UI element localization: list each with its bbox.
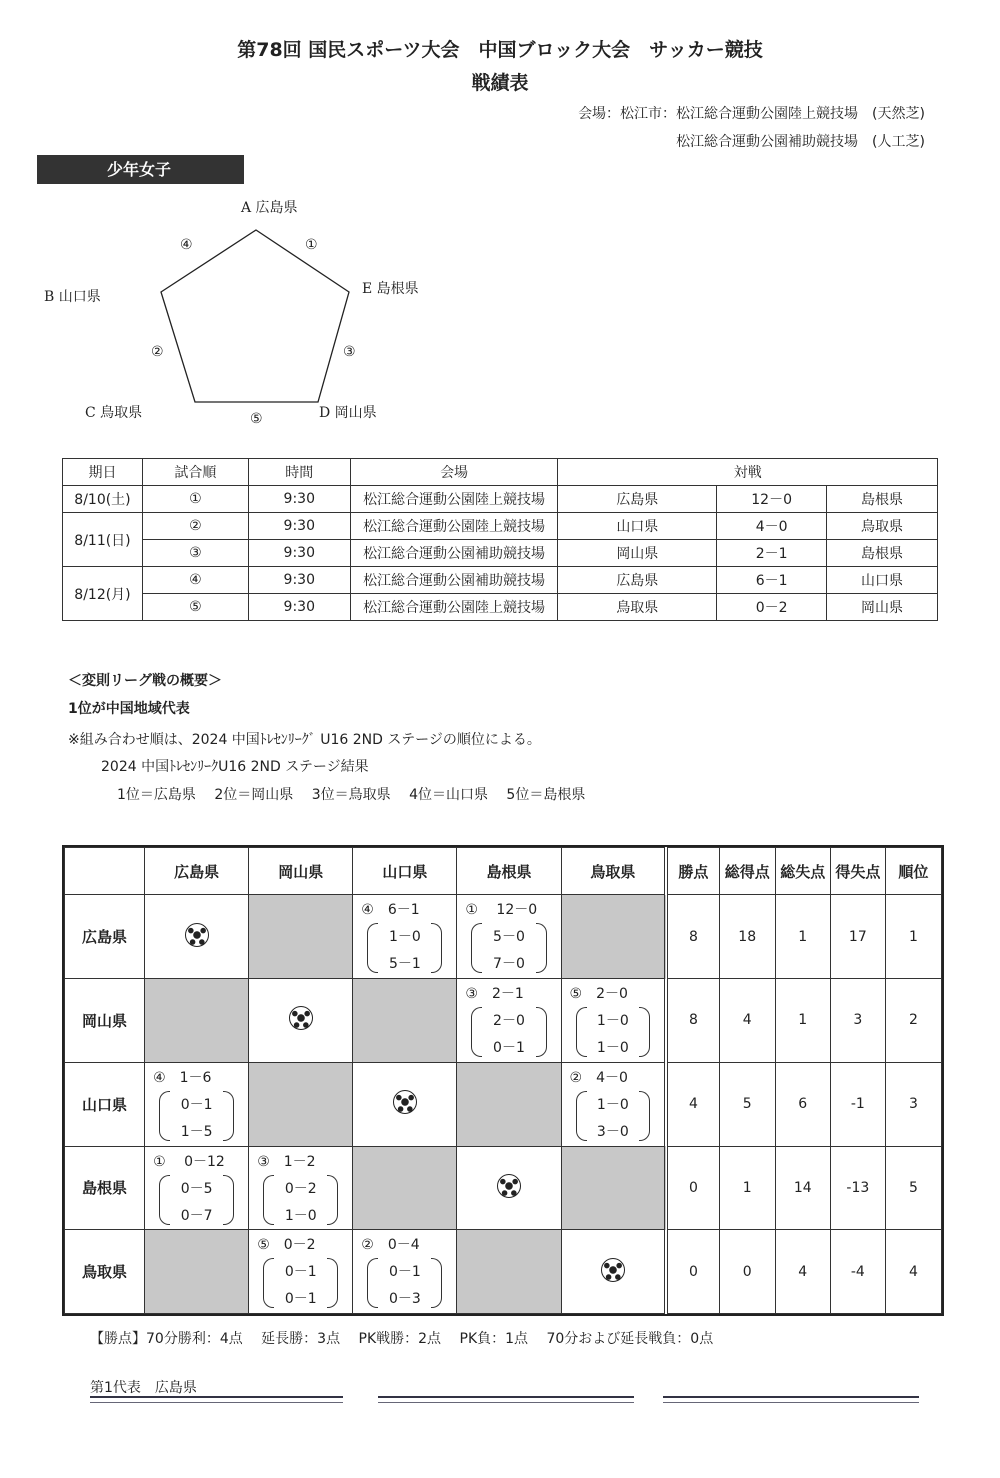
results-col-team: 島根県: [457, 848, 561, 895]
match-total-score: ⑤ 0－2: [257, 1237, 316, 1254]
match-result: [562, 979, 665, 1062]
second-half-score: 1－0: [284, 1207, 317, 1224]
results-stat-cell: 4: [719, 979, 775, 1063]
results-empty-cell: [249, 895, 353, 979]
results-stat-cell: 1: [775, 979, 830, 1063]
cell-time: 9:30: [248, 486, 350, 513]
match-result: [249, 1147, 352, 1230]
results-match-cell: [145, 1062, 249, 1146]
results-stat-cell: -1: [830, 1062, 885, 1146]
results-stat-header: 総得点: [719, 848, 775, 895]
first-half-score: 0－1: [388, 1264, 421, 1281]
schedule-header-row: [63, 459, 938, 486]
right-paren: [639, 1007, 650, 1057]
results-stat-cell: 4: [666, 1062, 719, 1146]
signature-line-1: [90, 1396, 343, 1403]
cell-score: 2－1: [717, 540, 827, 567]
cell-order: ②: [142, 513, 248, 540]
table-row: [65, 1146, 942, 1230]
right-paren: [223, 1175, 234, 1225]
notes-heading: ＜変則リーグ戦の概要＞: [68, 673, 222, 689]
edge-label-2: ②: [151, 344, 164, 360]
signature-line-3: [663, 1396, 919, 1403]
match-total-score: ④ 1－6: [153, 1069, 212, 1086]
venue-line-2: 松江総合運動公園補助競技場 (人工芝): [676, 134, 925, 150]
match-total-score: ⑤ 2－0: [569, 986, 628, 1003]
results-row-team: 岡山県: [65, 979, 145, 1063]
results-stat-cell: 1: [885, 895, 941, 979]
right-paren: [639, 1091, 650, 1141]
results-header-row: [65, 848, 942, 895]
cell-order: ⑤: [142, 594, 248, 621]
second-half-score: 0－1: [493, 1040, 525, 1057]
results-col-team: 山口県: [353, 848, 457, 895]
results-stat-cell: 8: [666, 895, 719, 979]
page-subtitle: 戦績表: [471, 72, 529, 94]
header-order: 試合順: [142, 459, 248, 486]
cell-home: 広島県: [558, 567, 717, 594]
match-total-score: ④ 6－1: [361, 902, 420, 919]
cell-score: 12－0: [717, 486, 827, 513]
cell-date: 8/12(月): [63, 567, 143, 621]
cell-venue: 松江総合運動公園陸上競技場: [350, 594, 558, 621]
results-empty-cell: [249, 1062, 353, 1146]
results-table-frame: [62, 845, 944, 1316]
venue-line-1: 会場：松江市：松江総合運動公園陸上競技場 (天然芝): [578, 106, 925, 122]
points-rule: 【勝点】70分勝利：4点 延長勝：3点 PK戦勝：2点 PK負：1点 70分および延長戦負：0点: [90, 1331, 714, 1347]
results-col-team: 広島県: [145, 848, 249, 895]
table-row: [65, 1062, 942, 1146]
cell-venue: 松江総合運動公園補助競技場: [350, 567, 558, 594]
results-stat-cell: 2: [885, 979, 941, 1063]
first-half-score: 0－5: [180, 1180, 213, 1197]
right-paren: [536, 923, 547, 973]
representative: 第1代表 広島県: [90, 1380, 197, 1396]
cell-home: 岡山県: [558, 540, 717, 567]
table-row: [65, 1230, 942, 1314]
header-time: 時間: [248, 459, 350, 486]
cell-date: 8/10(土): [63, 486, 143, 513]
results-col-team: 岡山県: [249, 848, 353, 895]
first-half-score: 1－0: [596, 1096, 629, 1113]
table-row: [63, 567, 938, 594]
soccer-ball-icon: [289, 1006, 313, 1030]
soccer-ball-icon: [601, 1258, 625, 1282]
results-stat-cell: 18: [719, 895, 775, 979]
match-result: [562, 1063, 665, 1146]
results-stat-cell: 14: [775, 1146, 830, 1230]
match-total-score: ③ 2－1: [465, 986, 524, 1003]
schedule-table: [62, 458, 938, 621]
results-stat-cell: 5: [885, 1146, 941, 1230]
results-stat-header: 勝点: [666, 848, 719, 895]
results-stat-cell: 0: [666, 1146, 719, 1230]
match-total-score: ③ 1－2: [257, 1153, 316, 1170]
results-self-cell: [457, 1146, 561, 1230]
soccer-ball-icon: [185, 923, 209, 947]
results-match-cell: [457, 979, 561, 1063]
header-venue: 会場: [350, 459, 558, 486]
results-match-cell: [249, 1230, 353, 1314]
table-row: [63, 486, 938, 513]
cell-away: 山口県: [827, 567, 938, 594]
match-total-score: ② 0－4: [361, 1237, 420, 1254]
right-paren: [327, 1258, 338, 1308]
cell-time: 9:30: [248, 567, 350, 594]
results-empty-cell: [457, 1062, 561, 1146]
cell-time: 9:30: [248, 594, 350, 621]
cell-away: 鳥取県: [827, 513, 938, 540]
table-row: [63, 540, 938, 567]
table-row: [65, 979, 942, 1063]
first-half-score: 5－0: [493, 929, 525, 946]
second-half-score: 3－0: [596, 1123, 629, 1140]
second-half-score: 0－1: [284, 1291, 317, 1308]
results-match-cell: [353, 1230, 457, 1314]
edge-label-5: ⑤: [250, 411, 263, 427]
results-self-cell: [249, 979, 353, 1063]
category-label: 少年女子: [37, 155, 244, 184]
vertex-label-b: B 山口県: [44, 289, 101, 305]
cell-venue: 松江総合運動公園陸上競技場: [350, 486, 558, 513]
cell-away: 島根県: [827, 540, 938, 567]
results-stat-cell: 8: [666, 979, 719, 1063]
cell-date: 8/11(日): [63, 513, 143, 567]
vertex-label-e: E 島根県: [362, 281, 419, 297]
soccer-ball-icon: [393, 1090, 417, 1114]
results-stat-header: 順位: [885, 848, 941, 895]
results-empty-cell: [145, 979, 249, 1063]
second-half-score: 7－0: [493, 956, 525, 973]
right-paren: [327, 1175, 338, 1225]
match-result: [457, 979, 560, 1062]
first-half-score: 0－1: [284, 1264, 317, 1281]
cell-order: ③: [142, 540, 248, 567]
second-half-score: 5－1: [388, 956, 421, 973]
results-table: [64, 847, 942, 1314]
match-total-score: ① 12－0: [465, 902, 538, 919]
cell-venue: 松江総合運動公園陸上競技場: [350, 513, 558, 540]
match-total-score: ① 0－12: [153, 1153, 225, 1170]
results-stat-cell: 1: [719, 1146, 775, 1230]
first-half-score: 1－0: [388, 929, 421, 946]
second-half-score: 1－0: [596, 1040, 629, 1057]
results-row-team: 山口県: [65, 1062, 145, 1146]
results-empty-cell: [457, 1230, 561, 1314]
edge-label-1: ①: [305, 237, 318, 253]
results-stat-cell: 0: [666, 1230, 719, 1314]
cell-home: 鳥取県: [558, 594, 717, 621]
match-result: [249, 1230, 352, 1313]
first-half-score: 0－2: [284, 1180, 317, 1197]
cell-venue: 松江総合運動公園補助競技場: [350, 540, 558, 567]
edge-label-3: ③: [343, 344, 356, 360]
notes-order-note: ※組み合わせ順は、2024 中国ﾄﾚｾﾝﾘｰｸﾞ U16 2ND ステージの順位による。: [68, 732, 541, 748]
cell-home: 山口県: [558, 513, 717, 540]
cell-order: ①: [142, 486, 248, 513]
cell-score: 6－1: [717, 567, 827, 594]
results-stat-cell: 4: [775, 1230, 830, 1314]
results-self-cell: [353, 1062, 457, 1146]
cell-away: 岡山県: [827, 594, 938, 621]
results-empty-cell: [145, 1230, 249, 1314]
table-row: [63, 594, 938, 621]
pentagon-diagram: [0, 190, 460, 435]
cell-home: 広島県: [558, 486, 717, 513]
results-stat-cell: 4: [885, 1230, 941, 1314]
results-match-cell: [249, 1146, 353, 1230]
cell-time: 9:30: [248, 513, 350, 540]
page-title: 第78回 国民スポーツ大会 中国ブロック大会 サッカー競技: [237, 39, 763, 61]
results-stat-header: 得失点: [830, 848, 885, 895]
match-result: [353, 895, 456, 978]
results-empty-cell: [561, 1146, 666, 1230]
results-empty-cell: [353, 1146, 457, 1230]
match-result: [145, 1147, 248, 1230]
second-half-score: 0－7: [180, 1207, 213, 1224]
cell-away: 島根県: [827, 486, 938, 513]
right-paren: [223, 1091, 234, 1141]
results-stat-cell: 1: [775, 895, 830, 979]
results-stat-cell: 17: [830, 895, 885, 979]
header-date: 期日: [63, 459, 143, 486]
match-result: [457, 895, 560, 978]
results-row-team: 広島県: [65, 895, 145, 979]
results-empty-cell: [353, 979, 457, 1063]
results-row-team: 島根県: [65, 1146, 145, 1230]
right-paren: [431, 923, 442, 973]
vertex-label-c: C 鳥取県: [85, 405, 143, 421]
cell-order: ④: [142, 567, 248, 594]
table-row: [65, 895, 942, 979]
results-stat-header: 総失点: [775, 848, 830, 895]
cell-score: 4－0: [717, 513, 827, 540]
right-paren: [431, 1258, 442, 1308]
results-row-team: 鳥取県: [65, 1230, 145, 1314]
results-empty-cell: [561, 895, 666, 979]
soccer-ball-icon: [497, 1174, 521, 1198]
match-total-score: ② 4－0: [569, 1069, 628, 1086]
signature-line-2: [378, 1396, 634, 1403]
results-stat-cell: 3: [885, 1062, 941, 1146]
results-stat-cell: -4: [830, 1230, 885, 1314]
first-half-score: 1－0: [596, 1013, 629, 1030]
second-half-score: 0－3: [388, 1291, 421, 1308]
results-stat-cell: 5: [719, 1062, 775, 1146]
results-stat-cell: 6: [775, 1062, 830, 1146]
results-stat-cell: -13: [830, 1146, 885, 1230]
vertex-label-d: D 岡山県: [319, 405, 377, 421]
results-self-cell: [561, 1230, 666, 1314]
edge-label-4: ④: [180, 237, 193, 253]
notes-stage-result: 2024 中国ﾄﾚｾﾝﾘｰｸU16 2ND ステージ結果: [101, 759, 369, 775]
right-paren: [536, 1007, 547, 1057]
notes-ranking: 1位＝広島県 2位＝岡山県 3位＝鳥取県 4位＝山口県 5位＝島根県: [117, 787, 586, 803]
cell-score: 0－2: [717, 594, 827, 621]
header-match: 対戦: [558, 459, 938, 486]
match-result: [145, 1063, 248, 1146]
results-match-cell: [457, 895, 561, 979]
results-stat-cell: 0: [719, 1230, 775, 1314]
results-corner-cell: [65, 848, 145, 895]
first-half-score: 0－1: [180, 1096, 213, 1113]
results-match-cell: [353, 895, 457, 979]
second-half-score: 1－5: [180, 1123, 213, 1140]
results-self-cell: [145, 895, 249, 979]
results-match-cell: [561, 1062, 666, 1146]
first-half-score: 2－0: [493, 1013, 525, 1030]
table-row: [63, 513, 938, 540]
match-result: [353, 1230, 456, 1313]
vertex-label-a: A 広島県: [241, 200, 298, 216]
results-col-team: 鳥取県: [561, 848, 666, 895]
results-match-cell: [561, 979, 666, 1063]
cell-time: 9:30: [248, 540, 350, 567]
notes-rule: 1位が中国地域代表: [68, 701, 190, 717]
results-match-cell: [145, 1146, 249, 1230]
results-stat-cell: 3: [830, 979, 885, 1063]
